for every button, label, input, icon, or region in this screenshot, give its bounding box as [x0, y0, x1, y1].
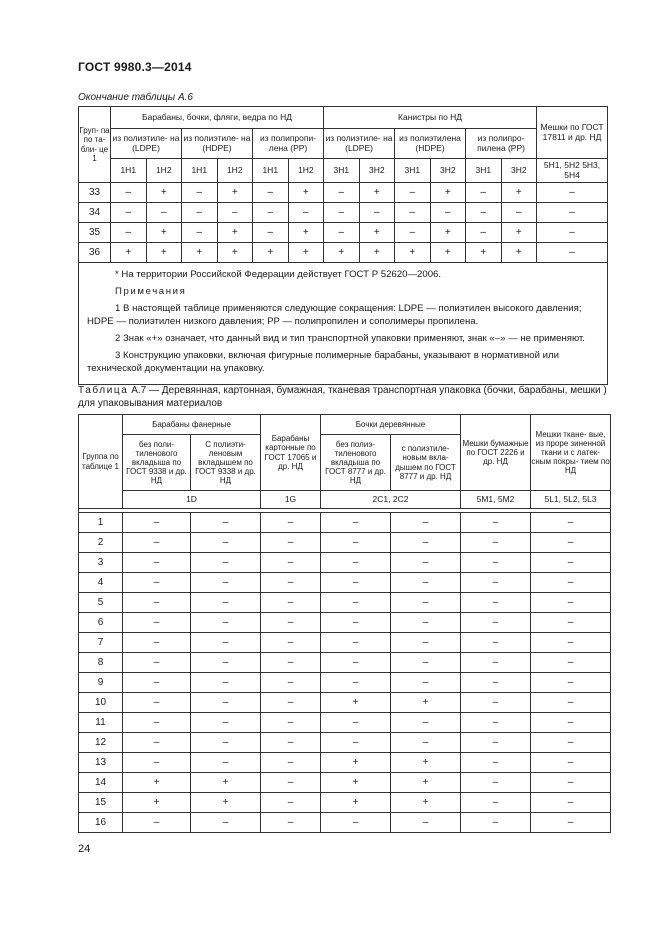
a6-code-cell: 1H2	[217, 159, 253, 183]
table-cell: –	[531, 633, 611, 653]
table-cell: –	[537, 203, 608, 223]
table-cell: –	[391, 533, 461, 553]
a7-code-5m: 5M1, 5M2	[461, 491, 531, 509]
table-row	[79, 183, 608, 203]
table-cell: –	[146, 203, 182, 223]
table-cell: –	[191, 593, 261, 613]
table-row	[79, 673, 611, 693]
table-cell: –	[461, 653, 531, 673]
table-cell: –	[466, 223, 502, 243]
table-cell: –	[261, 653, 321, 673]
table-cell: –	[461, 673, 531, 693]
table-cell: –	[191, 733, 261, 753]
a7-fabric-header: Мешки ткане- вые, из проре зиненной ткани и с латек- сным покры- тием по НД	[531, 415, 611, 491]
table-cell: –	[461, 813, 531, 833]
table-cell: –	[391, 613, 461, 633]
table-cell: –	[461, 773, 531, 793]
table-cell: +	[217, 243, 253, 263]
a6-code-cell: 1H1	[253, 159, 289, 183]
table-cell: –	[261, 613, 321, 633]
table-cell: +	[123, 793, 191, 813]
table-cell: –	[461, 753, 531, 773]
a6-notes	[79, 263, 608, 385]
table-cell: –	[261, 553, 321, 573]
table-cell: –	[531, 793, 611, 813]
a6-code-cell: 1H2	[288, 159, 324, 183]
table-row	[79, 773, 611, 793]
a7-wooden-header: Бочки деревянные	[321, 415, 461, 435]
document-header: ГОСТ 9980.3—2014	[78, 60, 192, 74]
table-cell: –	[321, 813, 391, 833]
table-cell: –	[321, 553, 391, 573]
table-cell: –	[288, 203, 324, 223]
table-cell: –	[321, 633, 391, 653]
table-cell: –	[123, 553, 191, 573]
table-cell: –	[261, 793, 321, 813]
table-cell: +	[391, 693, 461, 713]
table-cell: –	[324, 203, 360, 223]
table-cell: –	[123, 513, 191, 533]
note-2: 2 Знак «+» означает, что данный вид и тип транспортной упаковки применяют, знак «–» — не применяют.	[115, 332, 585, 344]
table-row	[79, 813, 611, 833]
a6-code-cell: 1H1	[182, 159, 218, 183]
a7-plywood-with-liner: С полиэти- леновым вкладышем по ГОСТ 9338 и др. НД	[191, 435, 261, 491]
table-cell: –	[531, 573, 611, 593]
table-cell: –	[123, 733, 191, 753]
table-cell: –	[261, 693, 321, 713]
table-cell: –	[261, 633, 321, 653]
a7-plywood-no-liner: без поли- тиленового вкладыша по ГОСТ 9338 и др. НД	[123, 435, 191, 491]
table-row	[79, 243, 608, 263]
table-cell: –	[531, 733, 611, 753]
a7-plywood-header: Барабаны фанерные	[123, 415, 261, 435]
a6-notes-row	[79, 263, 608, 385]
table-cell: +	[217, 223, 253, 243]
table-cell: –	[111, 183, 147, 203]
table-cell: –	[531, 613, 611, 633]
table-row	[79, 553, 611, 573]
table-cell: +	[359, 223, 395, 243]
table-cell: –	[391, 553, 461, 573]
table-cell: –	[531, 553, 611, 573]
table-cell: +	[430, 223, 466, 243]
table-cell: –	[123, 633, 191, 653]
table-cell: +	[321, 793, 391, 813]
group-number: 34	[79, 203, 111, 223]
a7-wooden-no-liner: без полиэ- тиленового вкладыша по ГОСТ 8777 и др. НД	[321, 435, 391, 491]
table-row	[79, 533, 611, 553]
a7-code-2c: 2C1, 2C2	[321, 491, 461, 509]
table-cell: –	[391, 713, 461, 733]
table-cell: –	[321, 533, 391, 553]
group-number: 14	[79, 773, 123, 793]
a6-code-cell: 5H1, 5H2 5H3, 5H4	[537, 159, 608, 183]
group-number: 12	[79, 733, 123, 753]
table-cell: +	[501, 223, 537, 243]
group-number: 15	[79, 793, 123, 813]
table-cell: –	[191, 713, 261, 733]
a6-body	[79, 183, 608, 263]
table-row	[79, 693, 611, 713]
table-cell: –	[321, 573, 391, 593]
table-row	[79, 633, 611, 653]
group-number: 1	[79, 513, 123, 533]
table-cell: –	[191, 553, 261, 573]
table-a7-caption-prefix: Таблица	[78, 385, 129, 396]
a7-code-1d: 1D	[123, 491, 261, 509]
table-cell: –	[321, 673, 391, 693]
a6-code-cell: 3H2	[359, 159, 395, 183]
table-cell: –	[321, 593, 391, 613]
table-cell: –	[191, 673, 261, 693]
table-cell: –	[531, 813, 611, 833]
table-cell: +	[501, 243, 537, 263]
table-cell: –	[531, 693, 611, 713]
a6-code-row	[79, 159, 608, 183]
group-number: 33	[79, 183, 111, 203]
a6-canisters-header: Канистры по НД	[324, 107, 537, 129]
group-number: 4	[79, 573, 123, 593]
table-cell: –	[191, 633, 261, 653]
table-row	[79, 203, 608, 223]
table-cell: –	[261, 533, 321, 553]
table-cell: –	[191, 753, 261, 773]
table-cell: –	[461, 613, 531, 633]
table-cell: –	[261, 713, 321, 733]
table-cell: –	[391, 733, 461, 753]
table-cell: +	[182, 243, 218, 263]
table-a7-caption-text: А.7 — Деревянная, картонная, бумажная, тканевая транспортная упаковка (бочки, барабаны, мешки ) для упаковывания материалов	[78, 385, 607, 409]
table-cell: –	[391, 633, 461, 653]
table-cell: –	[191, 533, 261, 553]
table-cell: –	[191, 573, 261, 593]
table-cell: +	[391, 773, 461, 793]
page-number: 24	[78, 843, 91, 855]
table-cell: –	[466, 203, 502, 223]
table-cell: –	[461, 533, 531, 553]
group-number: 16	[79, 813, 123, 833]
table-cell: +	[191, 793, 261, 813]
a7-code-1g: 1G	[261, 491, 321, 509]
a6-drums-header: Барабаны, бочки, фляги, ведра по НД	[111, 107, 324, 129]
table-cell: +	[321, 773, 391, 793]
table-cell: –	[123, 573, 191, 593]
table-cell: –	[395, 223, 431, 243]
table-row	[79, 223, 608, 243]
table-row	[79, 793, 611, 813]
table-cell: –	[321, 513, 391, 533]
group-number: 6	[79, 613, 123, 633]
table-cell: –	[123, 613, 191, 633]
table-cell: –	[324, 183, 360, 203]
table-a7-caption	[78, 384, 610, 410]
table-cell: –	[261, 513, 321, 533]
table-cell: –	[531, 513, 611, 533]
table-row	[79, 733, 611, 753]
table-cell: –	[461, 553, 531, 573]
table-row	[79, 593, 611, 613]
a6-bags-header: Мешки по ГОСТ 17811 и др. НД	[537, 107, 608, 159]
table-cell: –	[461, 513, 531, 533]
table-cell: –	[261, 593, 321, 613]
note-star: * На территории Российской Федерации действует ГОСТ Р 52620—2006.	[115, 269, 442, 280]
table-cell: –	[123, 533, 191, 553]
table-cell: –	[531, 713, 611, 733]
a6-code-cell: 3H1	[466, 159, 502, 183]
table-cell: –	[531, 773, 611, 793]
a6-code-cell: 3H1	[324, 159, 360, 183]
group-number: 7	[79, 633, 123, 653]
table-cell: –	[123, 813, 191, 833]
table-cell: +	[324, 243, 360, 263]
table-cell: –	[324, 223, 360, 243]
table-cell: +	[123, 773, 191, 793]
a6-code-cell: 1H1	[111, 159, 147, 183]
table-cell: +	[191, 773, 261, 793]
table-cell: +	[391, 753, 461, 773]
table-cell: –	[395, 203, 431, 223]
a6-sub-hdpe: из полиэтиле- на (HDPE)	[182, 129, 253, 159]
group-number: 13	[79, 753, 123, 773]
a6-code-cell: 1H2	[146, 159, 182, 183]
table-cell: –	[182, 203, 218, 223]
table-cell: –	[461, 593, 531, 613]
group-number: 9	[79, 673, 123, 693]
a6-code-cell: 3H1	[395, 159, 431, 183]
group-number: 36	[79, 243, 111, 263]
a6-group-header: Груп- па по та- бли- це 1	[79, 107, 111, 183]
table-cell: –	[321, 653, 391, 673]
table-cell: –	[466, 183, 502, 203]
table-cell: –	[391, 573, 461, 593]
table-cell: +	[395, 243, 431, 263]
table-cell: –	[253, 223, 289, 243]
table-cell: +	[359, 183, 395, 203]
table-cell: –	[191, 693, 261, 713]
table-row	[79, 713, 611, 733]
a6-sub2-hdpe: из полиэтилена (HDPE)	[395, 129, 466, 159]
table-cell: +	[146, 223, 182, 243]
table-cell: –	[531, 593, 611, 613]
table-cell: –	[191, 613, 261, 633]
table-a6	[78, 106, 608, 385]
group-number: 8	[79, 653, 123, 673]
table-cell: –	[191, 653, 261, 673]
table-cell: –	[253, 183, 289, 203]
table-cell: –	[359, 203, 395, 223]
table-row	[79, 653, 611, 673]
table-cell: +	[288, 183, 324, 203]
table-cell: –	[430, 203, 466, 223]
table-cell: –	[531, 753, 611, 773]
a6-code-cell: 3H2	[501, 159, 537, 183]
table-cell: +	[146, 243, 182, 263]
table-cell: –	[391, 593, 461, 613]
table-cell: –	[537, 183, 608, 203]
a6-sub-pp: из полипропи- лена (PP)	[253, 129, 324, 159]
table-cell: +	[111, 243, 147, 263]
table-cell: +	[501, 183, 537, 203]
table-cell: –	[261, 733, 321, 753]
table-cell: +	[217, 183, 253, 203]
table-cell: –	[391, 673, 461, 693]
table-cell: +	[466, 243, 502, 263]
note-1: 1 В настоящей таблице применяются следующие сокращения: LDPE — полиэтилен высокого давления; HDPE — полиэтилен низкого давления; PP — полипропилен и сополимеры пропилена.	[87, 302, 582, 327]
table-cell: –	[191, 813, 261, 833]
table-cell: +	[253, 243, 289, 263]
a6-sub2-pp: из полипро- пилена (PP)	[466, 129, 537, 159]
table-cell: –	[261, 573, 321, 593]
a6-sub-ldpe: из полиэтиле- на (LDPE)	[111, 129, 182, 159]
table-a7	[78, 414, 611, 833]
table-cell: –	[461, 713, 531, 733]
table-cell: –	[537, 223, 608, 243]
group-number: 35	[79, 223, 111, 243]
table-row	[79, 753, 611, 773]
table-cell: –	[261, 813, 321, 833]
table-cell: –	[123, 693, 191, 713]
table-cell: +	[391, 793, 461, 813]
table-cell: –	[111, 203, 147, 223]
a7-group-header: Группа по таблице 1	[79, 415, 123, 509]
table-cell: –	[123, 673, 191, 693]
table-cell: –	[253, 203, 289, 223]
table-cell: +	[321, 753, 391, 773]
table-cell: –	[391, 813, 461, 833]
table-cell: –	[461, 793, 531, 813]
table-cell: –	[321, 613, 391, 633]
table-cell: –	[261, 753, 321, 773]
table-cell: –	[111, 223, 147, 243]
table-cell: –	[261, 673, 321, 693]
table-cell: –	[182, 223, 218, 243]
a7-paper-header: Мешки бумажные по ГОСТ 2226 и др. НД	[461, 415, 531, 491]
table-cell: –	[182, 183, 218, 203]
group-number: 10	[79, 693, 123, 713]
table-cell: –	[461, 633, 531, 653]
notes-title: Примечания	[115, 285, 187, 297]
table-a6-caption: Окончание таблицы А.6	[78, 92, 193, 103]
table-cell: +	[359, 243, 395, 263]
table-cell: –	[391, 513, 461, 533]
table-cell: –	[321, 713, 391, 733]
table-cell: –	[391, 653, 461, 673]
group-number: 5	[79, 593, 123, 613]
table-cell: –	[395, 183, 431, 203]
table-cell: –	[191, 513, 261, 533]
table-cell: –	[321, 733, 391, 753]
table-row	[79, 573, 611, 593]
table-cell: –	[537, 243, 608, 263]
a7-cardboard-header: Барабаны картонные по ГОСТ 17065 и др. НД	[261, 415, 321, 491]
table-cell: –	[123, 713, 191, 733]
table-cell: –	[217, 203, 253, 223]
table-cell: –	[123, 653, 191, 673]
a7-code-5l: 5L1, 5L2, 5L3	[531, 491, 611, 509]
table-cell: –	[531, 533, 611, 553]
table-cell: –	[531, 653, 611, 673]
table-cell: +	[430, 183, 466, 203]
table-cell: +	[146, 183, 182, 203]
group-number: 11	[79, 713, 123, 733]
a6-code-cell: 3H2	[430, 159, 466, 183]
a6-sub2-ldpe: из полиэтиле- на (LDPE)	[324, 129, 395, 159]
table-cell: –	[531, 673, 611, 693]
table-row	[79, 613, 611, 633]
a7-code-row	[79, 491, 611, 509]
table-cell: +	[321, 693, 391, 713]
a7-body	[79, 513, 611, 833]
table-cell: –	[123, 753, 191, 773]
note-3: 3 Конструкцию упаковки, включая фигурные полимерные барабаны, указывают в нормативной или технической документации на упаковку.	[87, 349, 559, 374]
table-cell: –	[461, 693, 531, 713]
table-cell: –	[461, 733, 531, 753]
group-number: 2	[79, 533, 123, 553]
table-row	[79, 513, 611, 533]
table-cell: +	[430, 243, 466, 263]
group-number: 3	[79, 553, 123, 573]
table-cell: –	[501, 203, 537, 223]
table-cell: +	[288, 243, 324, 263]
table-cell: –	[123, 593, 191, 613]
a7-wooden-with-liner: с полиэтиле- новым вкла- дышем по ГОСТ 8777 и др. НД	[391, 435, 461, 491]
table-cell: +	[288, 223, 324, 243]
table-cell: –	[261, 773, 321, 793]
table-cell: –	[461, 573, 531, 593]
